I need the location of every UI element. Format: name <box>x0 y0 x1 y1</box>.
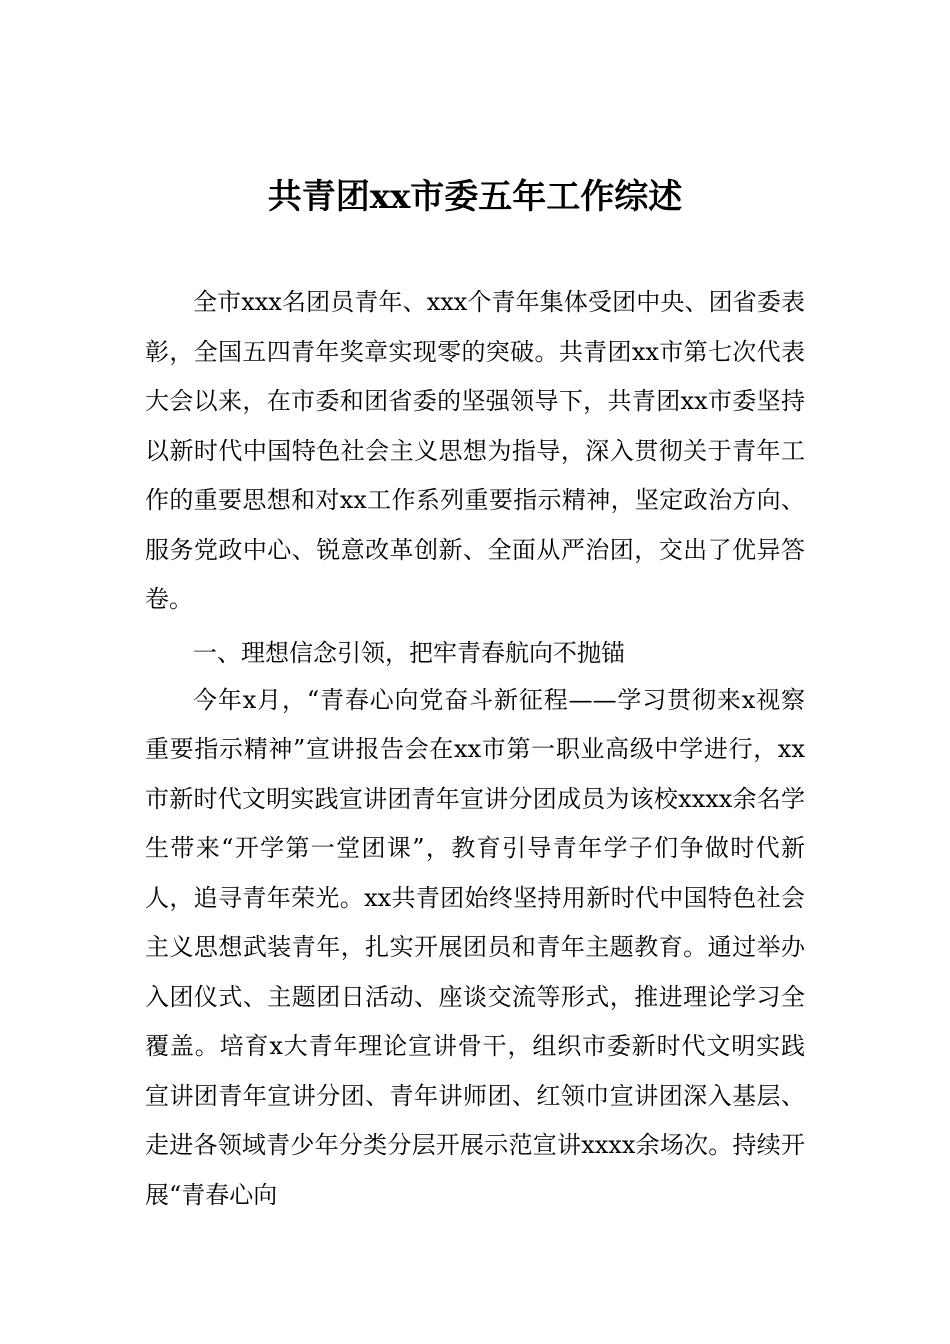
document-title: 共青团xx市委五年工作综述 <box>267 177 683 217</box>
document-body <box>145 278 805 1220</box>
section-paragraph: 今年x月，“青春心向党奋斗新征程——学习贯彻来x视察重要指示精神”宣讲报告会在xx市第一职业高级中学进行，xx市新时代文明实践宣讲团青年宣讲分团成员为该校xxxx余名学生带来“开学第一堂团课”，教育引导青年学子们争做时代新人，追寻青年荣光。xx共青团始终坚持用新时代中国特色社会主义思想武装青年，扎实开展团员和青年主题教育。通过举办入团仪式、主题团日活动、座谈交流等形式，推进理论学习全覆盖。培育x大青年理论宣讲骨干，组织市委新时代文明实践宣讲团青年宣讲分团、青年讲师团、红领巾宣讲团深入基层、走进各领域青少年分类分层开展示范宣讲xxxx余场次。持续开展“青春心向 <box>145 685 805 1209</box>
intro-paragraph: 全市xxx名团员青年、xxx个青年集体受团中央、团省委表彰，全国五四青年奖章实现零的突破。共青团xx市第七次代表大会以来，在市委和团省委的坚强领导下，共青团xx市委坚持以新时代中国特色社会主义思想为指导，深入贯彻关于青年工作的重要思想和对xx工作系列重要指示精神，坚定政治方向、服务党政中心、锐意改革创新、全面从严治团，交出了优异答卷。 <box>145 288 805 613</box>
section-heading: 一、理想信念引领，把牢青春航向不抛锚 <box>193 638 625 667</box>
